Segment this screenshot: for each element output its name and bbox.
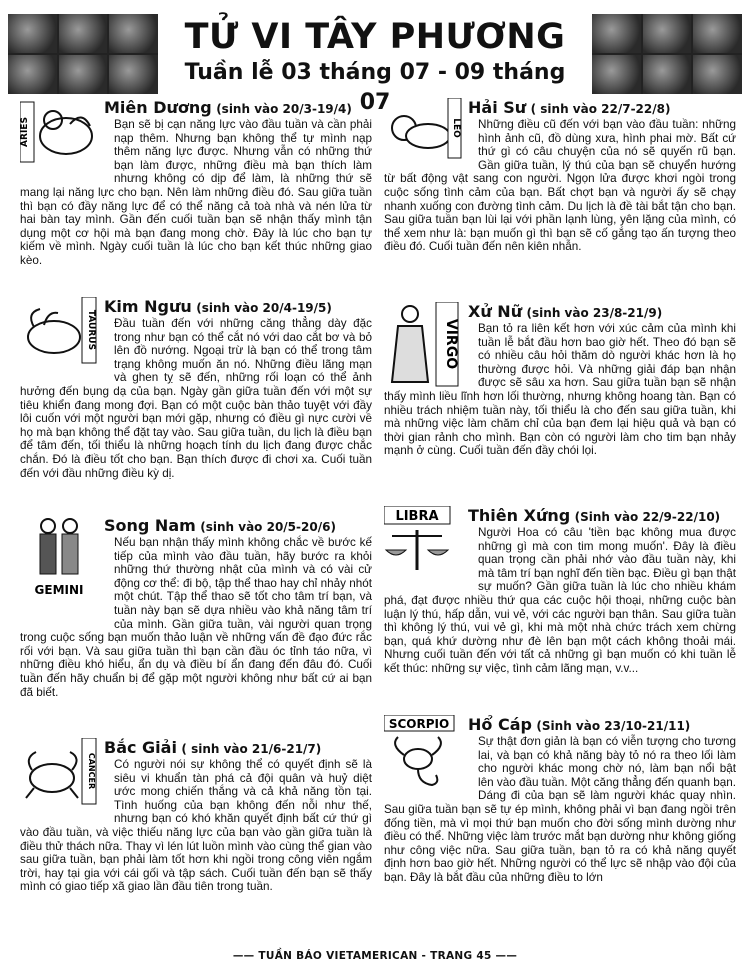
- sign-name: Thiên Xứng: [468, 506, 571, 525]
- zodiac-tile: [592, 55, 641, 94]
- emblem-label: ARIES: [20, 117, 30, 147]
- emblem-label: SCORPIO: [388, 717, 450, 731]
- aries-ram-icon: [20, 98, 98, 168]
- sign-dates: (sinh vào 20/3-19/4): [216, 102, 352, 116]
- emblem-label: LEO: [451, 118, 461, 138]
- virgo-maiden-icon: [384, 302, 462, 388]
- zodiac-tile: [8, 14, 57, 53]
- sign-scorpio: [384, 715, 736, 885]
- sign-heading: [468, 715, 690, 735]
- zodiac-tile: [59, 14, 108, 53]
- sign-name: Hổ Cáp: [468, 715, 532, 734]
- leo-lion-icon: [384, 98, 462, 168]
- sign-heading: [104, 297, 332, 317]
- horoscope-text: Những điều cũ đến với bạn vào đầu tuần: những hình ảnh cũ, đồ dùng xưa, hình phai mờ. Bất cứ thứ gì có câu chuyện của nó sẽ quyến rũ bạn. Gần giữa tuần, lý thú của bạn sẽ chuyển hướng từ bất động vật sang con người. Ngọn lửa được khơi ngòi trong cuộc sống tình cảm của bạn. Bất chợt bạn và người ấy sẽ chạy nhanh xuống con đường tình cảm. Du lịch là đề tài bắt tận cho bạn. Sau giữa tuần bạn lùi lại với phần lạnh lùng, yên lặng của mình, có thể xem như là: bạn muốn gì thì bạn sẽ cố gắng tạo ấn tượng theo điều đó. Cuối tuần đến nên kiên nhẫn.: [384, 118, 736, 254]
- sign-aries: [20, 98, 372, 268]
- sign-dates: ( sinh vào 21/6-21/7): [181, 742, 322, 756]
- horoscope-text: Người Hoa có câu 'tiền bạc không mua được những gì mà con tim mong muốn'. Đây là điều quan trọng cần phải nhớ vào đầu tuần này, khi mà tâm trí bạn nghĩ đến tiền bạc. Điều gì bạn thật sự muốn? Gần giữa tuần là lúc cho nhiều khám phá, đạt được nhiều thứ qua các cuộc hội thoại, những cuộc bàn luận lý thú, hấp dẫn, vui vẻ, với các người bạn thân. Sau giữa tuần thì không lý thú, vui vẻ gì, khi mà một nhà chức trách xem chừng bạn, quá khứ dường như đè lên bạn một cách không thoải mái. Nhưng cuối tuần đến với tất cả những gì bạn muốn có khi tuần lễ kết thúc: những sự việc, tình cảm lãng mạn, v.v...: [384, 526, 736, 675]
- sign-name: Song Nam: [104, 516, 196, 535]
- zodiac-tile: [109, 14, 158, 53]
- sign-heading: [468, 98, 670, 118]
- sign-name: Bắc Giải: [104, 738, 177, 757]
- sign-name: Hải Sư: [468, 98, 527, 117]
- sign-name: Miên Dương: [104, 98, 212, 117]
- horoscope-text: Sự thật đơn giản là bạn có viễn tượng cho tương lai, và bạn có khả năng bày tỏ nó ra theo lối làm cho người khác mong chờ nó, làm bạn nổi bật lên vào đầu tuần. Một căng thẳng đến quanh bạn. Dáng đi của bạn sẽ làm người khác quay nhìn. Sau giữa tuần bạn sẽ tự ép mình, không phải vì bạn đang ngồi trên đống tiền, mà vì mọi thứ bạn muốn cho đời sống mình dường như điều có thể. Những việc làm trước mắt bạn dường như không giống như công việc nữa. Sau giữa tuần, bạn tỏ ra có khả năng quyết định hơn bao giờ hết. Những người có thể lực sẽ nhập vào đội của bạn. Đây là bắt đầu của những điều to lớn: [384, 735, 736, 884]
- sign-gemini: [20, 516, 372, 699]
- page-footer: —— TUẦN BÁO VIETAMERICAN - TRANG 45 ——: [232, 950, 518, 962]
- zodiac-banner-right: [592, 14, 742, 94]
- zodiac-tile: [8, 55, 57, 94]
- sign-dates: (Sinh vào 23/10-21/11): [536, 719, 691, 733]
- sign-heading: [468, 302, 662, 322]
- sign-dates: (sinh vào 20/4-19/5): [196, 301, 332, 315]
- sign-heading: [104, 98, 352, 118]
- horoscope-text: Bạn sẽ bị cạn năng lực vào đầu tuần và cần phải nạp thêm. Nhưng bạn không thể tự mình nạp thêm năng lực được. Nhưng vẫn có những thứ bạn làm được, những điều mà bạn thích làm nhưng không có dịp để làm, là những thứ sẽ mang lại năng lực cho bạn. Nên làm những điều đó. Sau giữa tuần thì bạn có đầy năng lực để có thể năng cả toà nhà và nén lửa từ hai bàn tay mình. Gần đến cuối tuần bạn sẽ nhận thấy mình tận dụng một cơ hội mà bạn đang mong chờ. Đây là lúc cho bạn tự kiếm về mình. Ngày cuối tuần là lúc cho bạn kết thúc những giao kèo.: [20, 118, 372, 267]
- libra-scales-icon: [384, 506, 462, 576]
- zodiac-tile: [693, 55, 742, 94]
- horoscope-text: Có người nói sự không thể có quyết định sẽ là siêu vi khuẩn tàn phá cả đội quân và huỷ diệt ước mong chiến thắng và cả khả năng tồn tại. Tình huống của bạn không đến nỗi như thế, nhưng bạn có khó khăn quyết định bất cứ thứ gì vào đầu tuần, và việc thiếu năng lực của bạn vào gần giữa tuần là điều thử thách nữa. Thay vì lén lút luồn mình vào cùng thể gian vào sau giữa tuần, bạn phải làm tốt hơn khi ngồi trong công viên ngắm trời, hay tại gia với cái gối và tập sách. Cuối tuần đến bạn sẽ thấy mình có giao tiếp xã giao lần đầu tiên trong tuần.: [20, 758, 372, 894]
- cancer-crab-icon: [20, 738, 98, 808]
- sign-dates: (Sinh vào 22/9-22/10): [574, 510, 721, 524]
- emblem-label: LIBRA: [395, 509, 439, 524]
- zodiac-tile: [592, 14, 641, 53]
- zodiac-tile: [109, 55, 158, 94]
- emblem-label: GEMINI: [34, 583, 84, 597]
- page-subtitle: Tuần lễ 03 tháng 07 - 09 tháng 07: [184, 60, 566, 115]
- sign-dates: (sinh vào 23/8-21/9): [526, 306, 663, 320]
- horoscope-text: Nếu bạn nhận thấy mình không chắc về bước kế tiếp của mình vào đầu tuần, hãy bước ra khỏi những thứ thường nhật của mình và có vài cử động cơ thể: đi bộ, tập thể thao hay chỉ nhảy nhót một chút. Tập thể thao sẽ tốt cho tâm trí bạn, và tuần này bạn sẽ dựa nhiều vào khả năng tâm trí của mình. Gần giữa tuần, vài người quan trọng trong cuộc sống bạn muốn thảo luận về những vấn đề đạo đức rắc rối với bạn. Và sau giữa tuần thì bạn cần đầu óc tỉnh táo nữa, vì những điều khó hiểu, ẩn dụ và điều bí ẩn đang đến đâu đó. Cuối tuần đến hãy chuẩn bị để gặp một người không như bất cứ ai bạn đã biết.: [20, 536, 372, 699]
- zodiac-tile: [643, 55, 692, 94]
- sign-virgo: [384, 302, 736, 458]
- sign-heading: [104, 516, 336, 536]
- page-title: TỬ VI TÂY PHƯƠNG: [184, 17, 566, 57]
- sign-dates: (sinh vào 20/5-20/6): [200, 520, 336, 534]
- zodiac-tile: [693, 14, 742, 53]
- zodiac-tile: [59, 55, 108, 94]
- horoscope-text: Đầu tuần đến với những căng thẳng dày đặc trong như bạn có thể cắt nó với dao cắt bơ và bỏ lên đồ nướng. Ngoại trừ là bạn có thể trong tâm trạng không muốn ăn nó. Những điều lãng mạn và ghen tỵ sẽ đến, những rối loạn có thể ảnh hưởng đến bụng dạ của bạn. Ngày gần giữa tuần đến với một sự tiêu khiển đang mong đợi. Bạn có một cuộc bàn thảo tuyệt với đầy lôi cuốn với một người bạn mới gặp, nhưng có điều gì nực cười về họ mà bạn không thể đặt tay vào. Sau giữa tuần, du lịch là điều bạn để tâm đến, tối thiểu là những hoạch tính du lịch đang được chắc chắn. Đó là điều tốt cho bạn. Bạn thích được đi chơi xa. Cuối tuần đến với đầu những điều kỳ dị.: [20, 317, 372, 480]
- sign-heading: [104, 738, 321, 758]
- scorpio-scorpion-icon: [384, 715, 462, 795]
- emblem-label: TAURUS: [86, 309, 96, 351]
- gemini-twins-icon: [20, 516, 98, 604]
- sign-taurus: [20, 297, 372, 480]
- emblem-label: VIRGO: [443, 318, 459, 370]
- sign-libra: [384, 506, 736, 676]
- sign-leo: [384, 98, 736, 254]
- sign-dates: ( sinh vào 22/7-22/8): [530, 102, 671, 116]
- taurus-bull-icon: [20, 297, 98, 367]
- sign-cancer: [20, 738, 372, 894]
- sign-heading: [468, 506, 720, 526]
- emblem-label: CANCER: [87, 752, 96, 790]
- zodiac-banner-left: [8, 14, 158, 94]
- sign-name: Kim Ngưu: [104, 297, 192, 316]
- horoscope-text: Bạn tỏ ra liên kết hơn với xúc cảm của mình khi tuần lễ bắt đầu hơn bao giờ hết. Theo đó bạn sẽ có nhiều câu hỏi thăm dò người khác hơn là họ thường được hỏi. Và những giải đáp bạn nhận được sẽ sâu xa hơn. Sau giữa tuần bạn sẽ nhận thấy mình liều lĩnh hơn lối thường, nhưng không hoang tàn. Bạn có nhiều trách nhiệm tuần này, tối thiểu là cho đến sau giữa tuần, khi mà những việc làm chăm chỉ của bạn đem lại hiệu quả và bạn có thời gian rảnh cho mình. Bạn còn có người làm cho tim bạn nhảy mạnh ở cùng. Cuối tuần đến đầy chói lọi.: [384, 322, 736, 458]
- zodiac-tile: [643, 14, 692, 53]
- sign-name: Xử Nữ: [468, 302, 523, 321]
